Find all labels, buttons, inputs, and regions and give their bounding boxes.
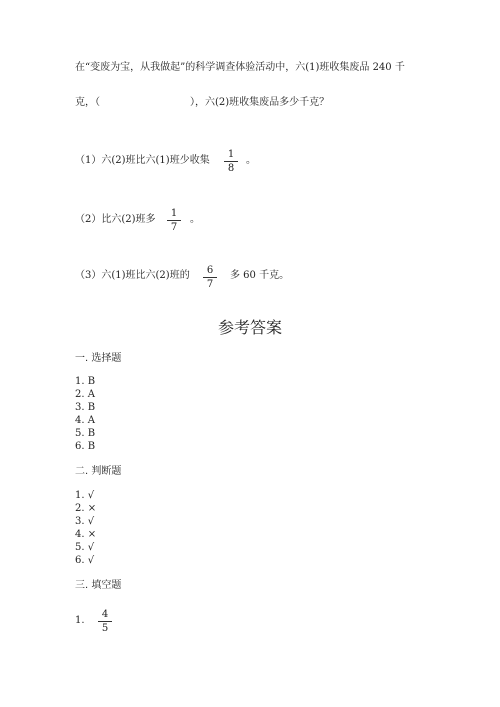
option-3-fraction xyxy=(203,265,217,290)
fraction-denominator: 7 xyxy=(170,222,178,233)
list-item: 2. A xyxy=(75,389,95,400)
section-heading-fill-blank: 三. 填空题 xyxy=(75,580,122,591)
fraction-numerator: 4 xyxy=(101,609,109,620)
option-3-suffix: 多 60 千克。 xyxy=(230,270,290,281)
fraction-denominator: 8 xyxy=(227,163,235,174)
fraction-bar xyxy=(167,220,181,221)
option-1-fraction xyxy=(224,149,238,174)
list-item: 6. B xyxy=(75,441,96,452)
section-heading-choice: 一. 选择题 xyxy=(75,353,122,364)
option-2-fraction xyxy=(167,208,181,233)
section-heading-judgment: 二. 判断题 xyxy=(75,466,122,477)
list-item: 1. B xyxy=(75,376,96,387)
list-item: 4. A xyxy=(75,415,95,426)
list-item: 3. B xyxy=(75,402,96,413)
problem-line-2-end: ），六(2)班收集废品多少千克？ xyxy=(190,97,330,108)
fraction-denominator: 5 xyxy=(101,623,109,634)
list-item: 1. √ xyxy=(75,490,95,501)
fill-item-label: 1. xyxy=(75,615,85,626)
problem-line-2-start: 克，（ xyxy=(75,97,100,108)
list-item: 5. B xyxy=(75,428,96,439)
option-2-suffix: 。 xyxy=(190,214,200,225)
option-1-suffix: 。 xyxy=(246,155,256,166)
fraction-bar xyxy=(203,277,217,278)
fraction-numerator: 6 xyxy=(206,265,214,276)
option-1-text: （1）六(2)班比六(1)班少收集 xyxy=(75,155,210,166)
list-item: 3. √ xyxy=(75,516,95,527)
fill-item-fraction xyxy=(98,609,112,634)
fraction-bar xyxy=(98,621,112,622)
option-2-text: （2）比六(2)班多 xyxy=(75,214,156,225)
fraction-numerator: 1 xyxy=(227,149,235,160)
problem-line-1: 在“变废为宝，从我做起”的科学调查体验活动中，六(1)班收集废品 240 千 xyxy=(75,62,405,73)
list-item: 4. × xyxy=(75,529,97,540)
fraction-numerator: 1 xyxy=(170,208,178,219)
option-3-text: （3）六(1)班比六(2)班的 xyxy=(75,270,190,281)
answers-title: 参考答案 xyxy=(218,318,283,337)
fraction-denominator: 7 xyxy=(206,279,214,290)
list-item: 5. √ xyxy=(75,542,95,553)
list-item: 6. √ xyxy=(75,555,95,566)
fraction-bar xyxy=(224,161,238,162)
list-item: 2. × xyxy=(75,503,97,514)
